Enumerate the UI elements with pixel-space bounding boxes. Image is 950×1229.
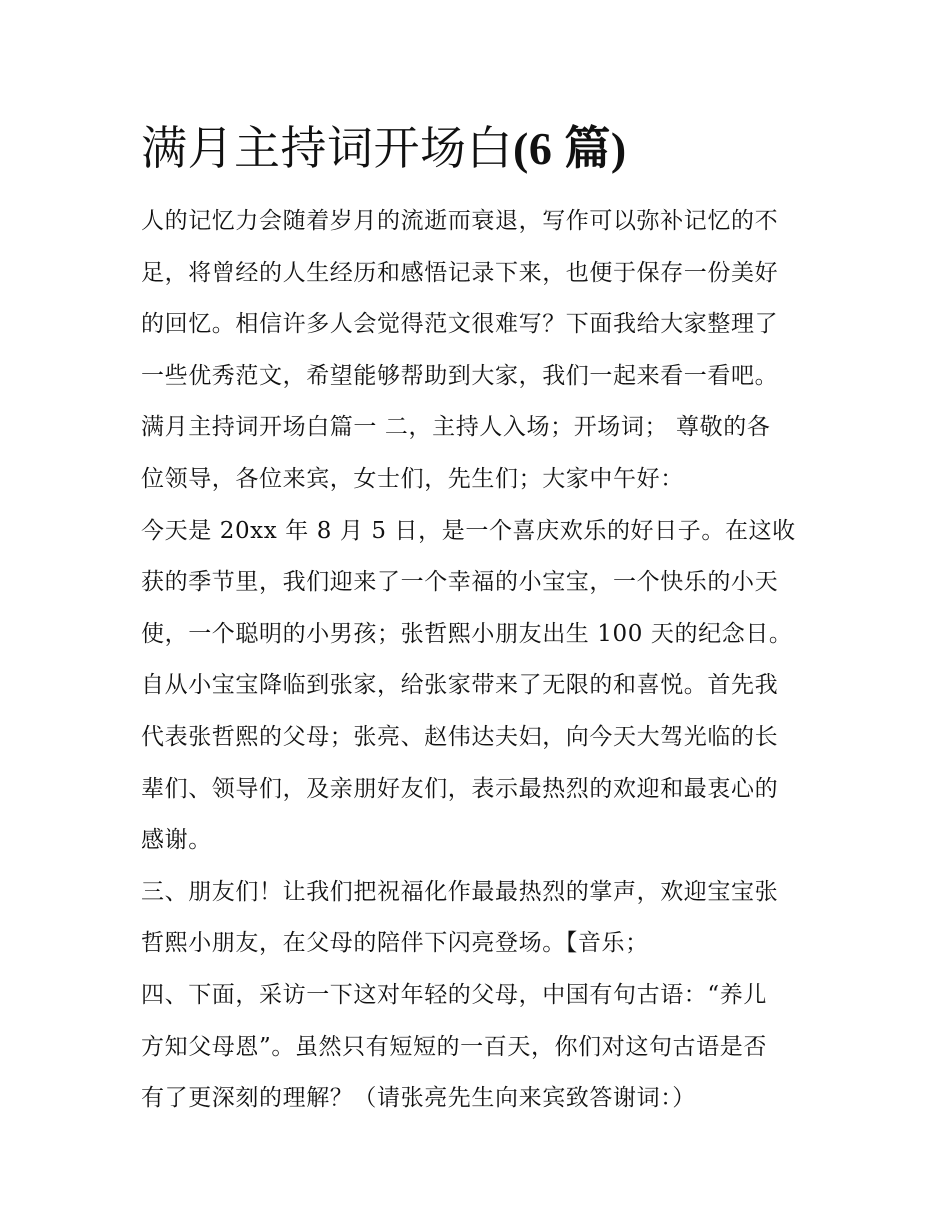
body-line: 辈们、领导们，及亲朋好友们，表示最热烈的欢迎和最衷心的	[141, 775, 779, 802]
body-line: 有了更深刻的理解？（请张亮先生向来宾致答谢词：）	[141, 1085, 696, 1112]
body-line: 满月主持词开场白篇一 二，主持人入场；开场词； 尊敬的各	[141, 414, 771, 441]
body-line: 一些优秀范文，希望能够帮助到大家，我们一起来看一看吧。	[141, 362, 779, 389]
title-count: (6 篇)	[513, 123, 627, 174]
body-line: 的回忆。相信许多人会觉得范文很难写？下面我给大家整理了	[141, 311, 779, 338]
body-line: 今天是 20xx 年 8 月 5 日，是一个喜庆欢乐的好日子。在这收	[141, 517, 796, 544]
body-line: 自从小宝宝降临到张家，给张家带来了无限的和喜悦。首先我	[141, 672, 779, 699]
body-line: 感谢。	[141, 827, 212, 854]
body-line: 三、朋友们！让我们把祝福化作最最热烈的掌声，欢迎宝宝张	[141, 878, 779, 905]
body-line: 方知父母恩”。虽然只有短短的一百天，你们对这句古语是否	[141, 1033, 767, 1060]
body-line: 人的记忆力会随着岁月的流逝而衰退，写作可以弥补记忆的不	[141, 208, 779, 234]
body-line: 位领导，各位来宾，女士们，先生们；大家中午好：	[141, 465, 684, 492]
body-line: 足，将曾经的人生经历和感悟记录下来，也便于保存一份美好	[141, 259, 779, 286]
body-line: 哲熙小朋友，在父母的陪伴下闪亮登场。【音乐；	[141, 930, 649, 957]
document-title	[141, 116, 841, 181]
body-line: 四、下面，采访一下这对年轻的父母，中国有句古语：“养儿	[141, 981, 767, 1008]
body-line: 使，一个聪明的小男孩；张哲熙小朋友出生 100 天的纪念日。	[141, 620, 793, 647]
title-text: 满月主持词开场白	[141, 121, 513, 175]
body-line: 代表张哲熙的父母；张亮、赵伟达夫妇，向今天大驾光临的长	[141, 723, 779, 750]
document-body	[141, 196, 821, 1125]
body-line: 获的季节里，我们迎来了一个幸福的小宝宝，一个快乐的小天	[141, 569, 779, 596]
